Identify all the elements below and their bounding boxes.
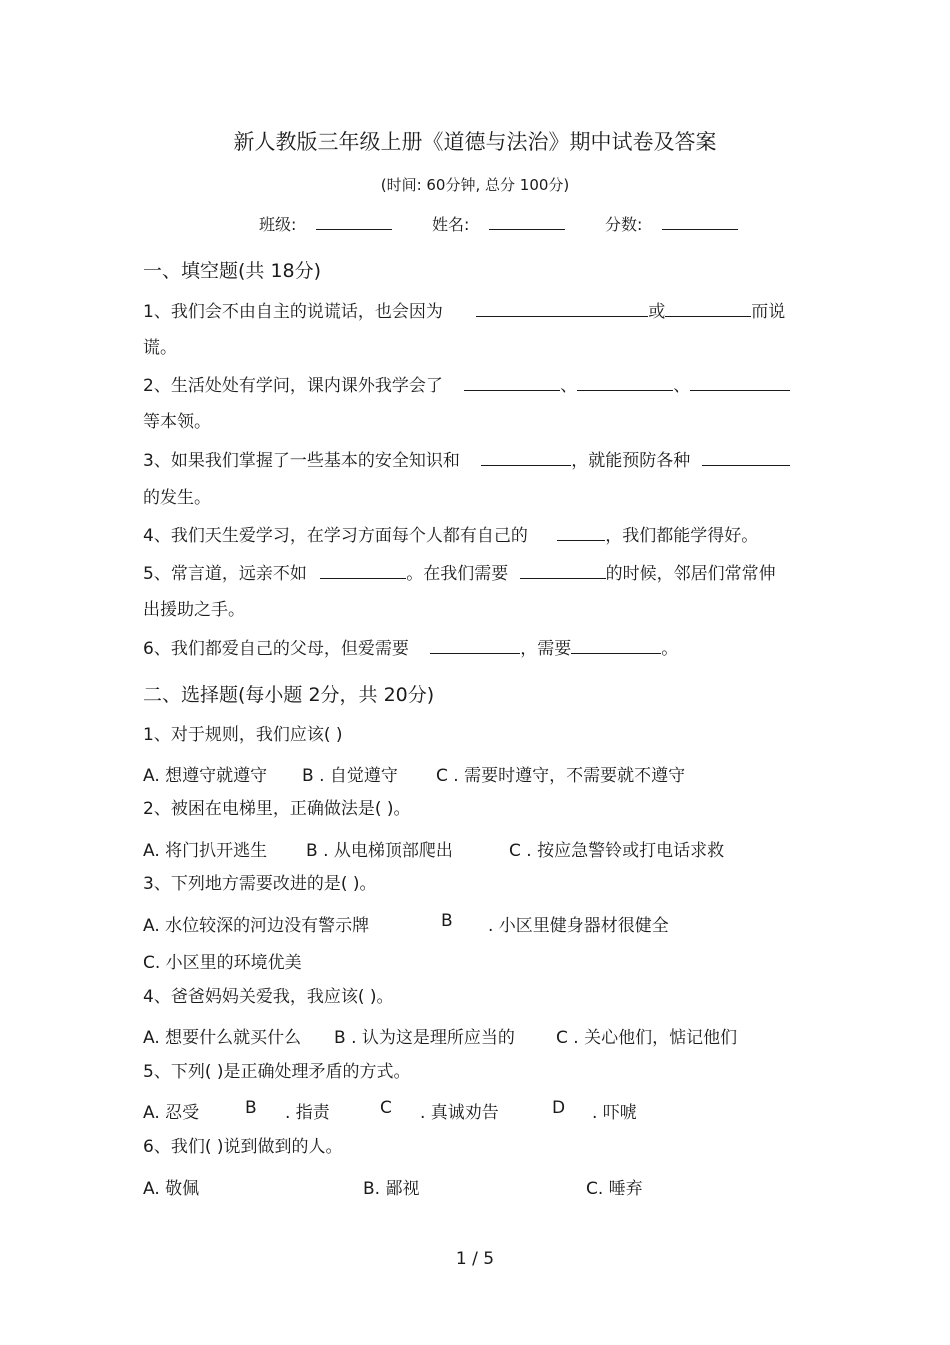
option-b: B . 从电梯顶部爬出 <box>306 841 453 861</box>
option-c: C . 按应急警铃或打电话求救 <box>509 841 725 861</box>
option-b: . 小区里健身器材很健全 <box>488 916 669 936</box>
option-c: C . 需要时遵守，不需要就不遵守 <box>436 766 686 786</box>
option-a: A. 敬佩 <box>143 1179 200 1199</box>
option-d-letter: D <box>552 1098 566 1118</box>
option-b: B. 鄙视 <box>363 1179 420 1199</box>
option-a: A. 想遵守就遵守 <box>143 766 268 786</box>
answer-blank <box>571 637 661 654</box>
choice-question-4: 4、爸爸妈妈关爱我，我应该( )。 <box>143 987 394 1007</box>
answer-blank <box>557 524 605 541</box>
answer-blank <box>430 637 520 654</box>
question-text: 的时候，邻居们常常伸 <box>605 564 776 584</box>
class-field <box>259 212 392 235</box>
choice-question-5: 5、下列( )是正确处理矛盾的方式。 <box>143 1062 411 1082</box>
option-b: B . 认为这是理所应当的 <box>334 1028 515 1048</box>
fill-question-4 <box>143 524 758 547</box>
question-text: 3、如果我们掌握了一些基本的安全知识和 <box>143 451 460 471</box>
option-c: C . 关心他们，惦记他们 <box>556 1028 738 1048</box>
answer-blank <box>476 300 648 317</box>
section-1-heading: 一、填空题(共 18分) <box>143 260 322 282</box>
question-text: 1、我们会不由自主的说谎话，也会因为 <box>143 302 443 322</box>
choice-question-2: 2、被困在电梯里，正确做法是( )。 <box>143 799 411 819</box>
question-text: 。在我们需要 <box>406 564 509 584</box>
class-label: 班级: <box>259 215 297 234</box>
answer-blank <box>577 374 673 391</box>
exam-time-info: (时间: 60分钟, 总分 100分) <box>380 176 570 194</box>
option-a: A. 将门扒开逃生 <box>143 841 268 861</box>
name-blank <box>489 213 565 230</box>
class-blank <box>316 213 392 230</box>
fill-question-5 <box>143 562 776 585</box>
score-blank <box>662 213 738 230</box>
fill-question-3-cont: 的发生。 <box>143 488 211 508</box>
question-text: ，就能预防各种 <box>571 451 691 471</box>
fill-question-5-cont: 出援助之手。 <box>143 600 245 620</box>
option-a: A. 忍受 <box>143 1103 200 1123</box>
question-text: 2、生活处处有学问，课内课外我学会了 <box>143 376 443 396</box>
option-c: C. 小区里的环境优美 <box>143 953 302 973</box>
fill-question-3 <box>143 449 790 472</box>
score-field <box>605 212 738 235</box>
answer-blank <box>665 300 751 317</box>
question-text: 5、常言道，远亲不如 <box>143 564 307 584</box>
answer-blank <box>520 562 606 579</box>
answer-blank <box>690 374 790 391</box>
option-b-letter: B <box>441 911 453 931</box>
fill-question-1 <box>143 300 785 323</box>
question-text: ，我们都能学得好。 <box>605 526 759 546</box>
question-text: 4、我们天生爱学习，在学习方面每个人都有自己的 <box>143 526 528 546</box>
option-b: B . 自觉遵守 <box>302 766 398 786</box>
answer-blank <box>702 449 790 466</box>
fill-question-1-cont: 谎。 <box>143 338 177 358</box>
question-text: ，需要 <box>520 639 572 659</box>
separator: 、 <box>673 376 691 396</box>
score-label: 分数: <box>605 215 643 234</box>
question-text: 而说 <box>751 302 786 322</box>
page-title: 新人教版三年级上册《道德与法治》期中试卷及答案 <box>233 130 717 154</box>
question-text: 。 <box>661 639 679 659</box>
question-text: 或 <box>648 302 666 322</box>
option-c: C. 唾弃 <box>586 1179 643 1199</box>
choice-question-6: 6、我们( )说到做到的人。 <box>143 1137 343 1157</box>
fill-question-6 <box>143 637 678 660</box>
option-d: . 吓唬 <box>592 1103 637 1123</box>
option-b: . 指责 <box>285 1103 330 1123</box>
answer-blank <box>464 374 560 391</box>
fill-question-2 <box>143 374 790 397</box>
option-a: A. 想要什么就买什么 <box>143 1028 302 1048</box>
section-2-heading: 二、选择题(每小题 2分，共 20分) <box>143 684 435 706</box>
answer-blank <box>481 449 571 466</box>
choice-question-3: 3、下列地方需要改进的是( )。 <box>143 874 377 894</box>
option-a: A. 水位较深的河边没有警示牌 <box>143 916 370 936</box>
option-c: . 真诚劝告 <box>420 1103 499 1123</box>
page-number: 1 / 5 <box>455 1249 495 1269</box>
question-text: 6、我们都爱自己的父母，但爱需要 <box>143 639 409 659</box>
separator: 、 <box>560 376 578 396</box>
name-field <box>432 212 565 235</box>
fill-question-2-cont: 等本领。 <box>143 412 211 432</box>
option-b-letter: B <box>245 1098 257 1118</box>
option-c-letter: C <box>380 1098 392 1118</box>
name-label: 姓名: <box>432 215 470 234</box>
answer-blank <box>320 562 406 579</box>
choice-question-1: 1、对于规则，我们应该( ) <box>143 725 343 745</box>
